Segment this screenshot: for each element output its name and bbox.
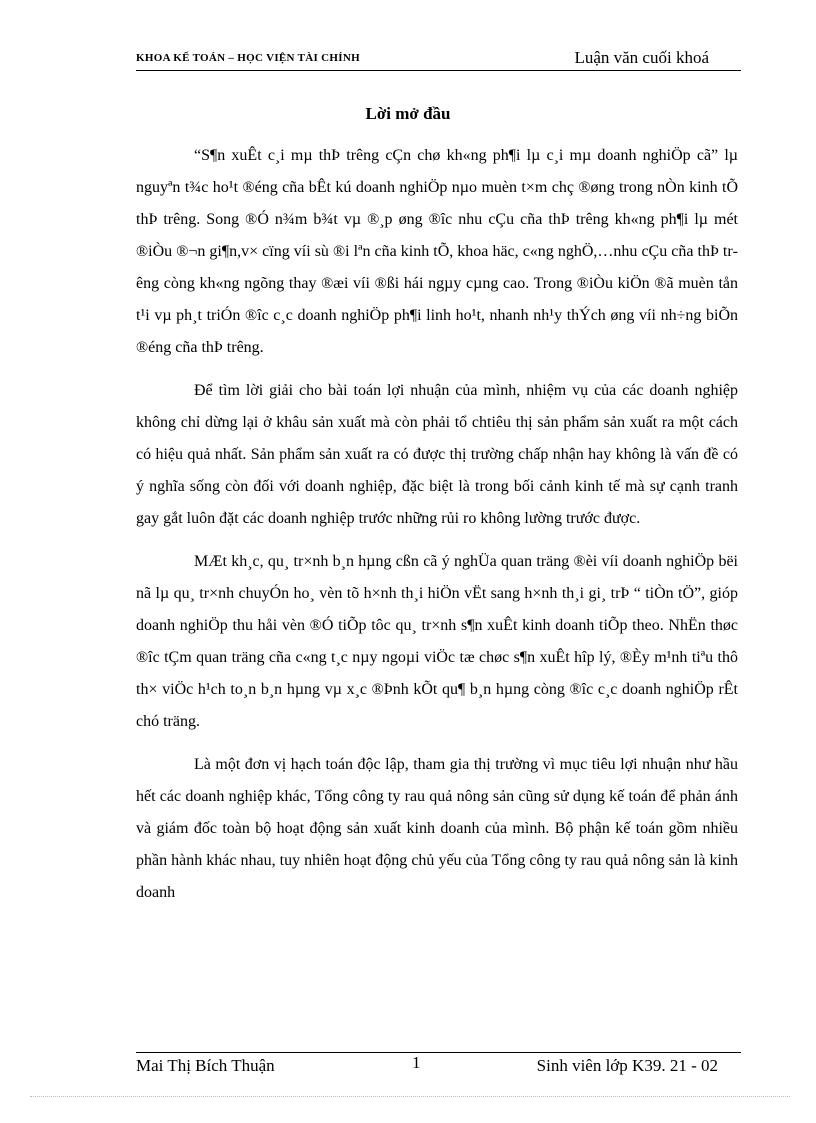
footer-author: Mai Thị Bích Thuận [136, 1056, 275, 1075]
header-divider [136, 70, 741, 71]
paragraph-4: Là một đơn vị hạch toán độc lập, tham gia thị trường vì mục tiêu lợi nhuận như hầu hết các doanh nghiệp khác, Tổng công ty rau quả nông sản cũng sử dụng kế toán để phản ánh và giám đốc toàn bộ hoạt động sản xuất kinh doanh của mình. Bộ phận kế toán gồm nhiều phần hành khác nhau, tuy nhiên hoạt động chủ yếu của Tổng công ty rau quả nông sản là kinh doanh [136, 756, 738, 901]
page-number: 1 [412, 1053, 421, 1072]
footer-divider [136, 1052, 741, 1053]
paragraph-3: MÆt kh¸c, qu¸ tr×nh b¸n hµng cßn cã ý nghÜa quan träng ®èi víi doanh nghiÖp bëi nã lµ qu¸ tr×nh chuyÓn ho¸ vèn tõ h×nh th¸i hiÖn vËt sang h×nh th¸i gi¸ trÞ “ tiÒn tÖ”, gióp doanh nghiÖp thu håi vèn ®Ó tiÕp tôc qu¸ tr×nh s¶n xuÊt kinh doanh tiÕp theo. NhËn thøc ®îc tÇm quan träng cña c«ng t¸c nµy ngoµi viÖc tæ chøc s¶n xuÊt hîp lý, ®Èy m¹nh tiªu thô th× viÖc h¹ch to¸n b¸n hµng vµ x¸c ®Þnh kÕt qu¶ b¸n hµng còng ®îc c¸c doanh nghiÖp rÊt chó träng. [136, 553, 738, 730]
page-title: Lời mở đầu [365, 104, 451, 123]
paragraph-2: Để tìm lời giải cho bài toán lợi nhuận của mình, nhiệm vụ của các doanh nghiệp không chỉ dừng lại ở khâu sản xuất mà còn phải tổ chtiêu thị sản phẩm sản xuất ra một cách có hiệu quả nhất. Sản phẩm sản xuất ra có được thị trường chấp nhận hay không là vấn đề có ý nghĩa sống còn đối với doanh nghiệp, đặc biệt là trong bối cảnh kinh tế mà sự cạnh tranh gay gắt luôn đặt các doanh nghiệp trước những rủi ro không lường trước được. [136, 382, 738, 527]
page-bottom-border [30, 1096, 790, 1097]
header-thesis-label: Luận văn cuối khoá [574, 48, 709, 67]
footer-class: Sinh viên lớp K39. 21 - 02 [536, 1056, 718, 1075]
document-body [136, 140, 738, 920]
header-faculty: KHOA KẾ TOÁN – HỌC VIỆN TÀI CHÍNH [136, 52, 360, 64]
paragraph-1: “S¶n xuÊt c¸i mµ thÞ trêng cÇn chø kh«ng ph¶i lµ c¸i mµ doanh nghiÖp cã” lµ nguyªn t¾c ho¹t ®éng cña bÊt kú doanh nghiÖp nµo muèn t×m chç ®øng trong nÒn kinh tÕ thÞ trêng. Song ®Ó n¾m b¾t vµ ®¸p øng ®îc nhu cÇu cña thÞ trêng kh«ng ph¶i lµ mét ®iÒu ®¬n gi¶n,v× cïng víi sù ®i lªn cña kinh tÕ, khoa häc, c«ng nghÖ,…nhu cÇu cña thÞ trêng còng kh«ng ngõng thay ®æi víi ®ßi hái ngµy cµng cao. Trong ®iÒu kiÖn ®ã muèn tån t¹i vµ ph¸t triÓn ®îc c¸c doanh nghiÖp ph¶i linh ho¹t, nhanh nh¹y thÝch øng víi nh÷ng biÕn ®éng cña thÞ trêng. [136, 147, 738, 356]
